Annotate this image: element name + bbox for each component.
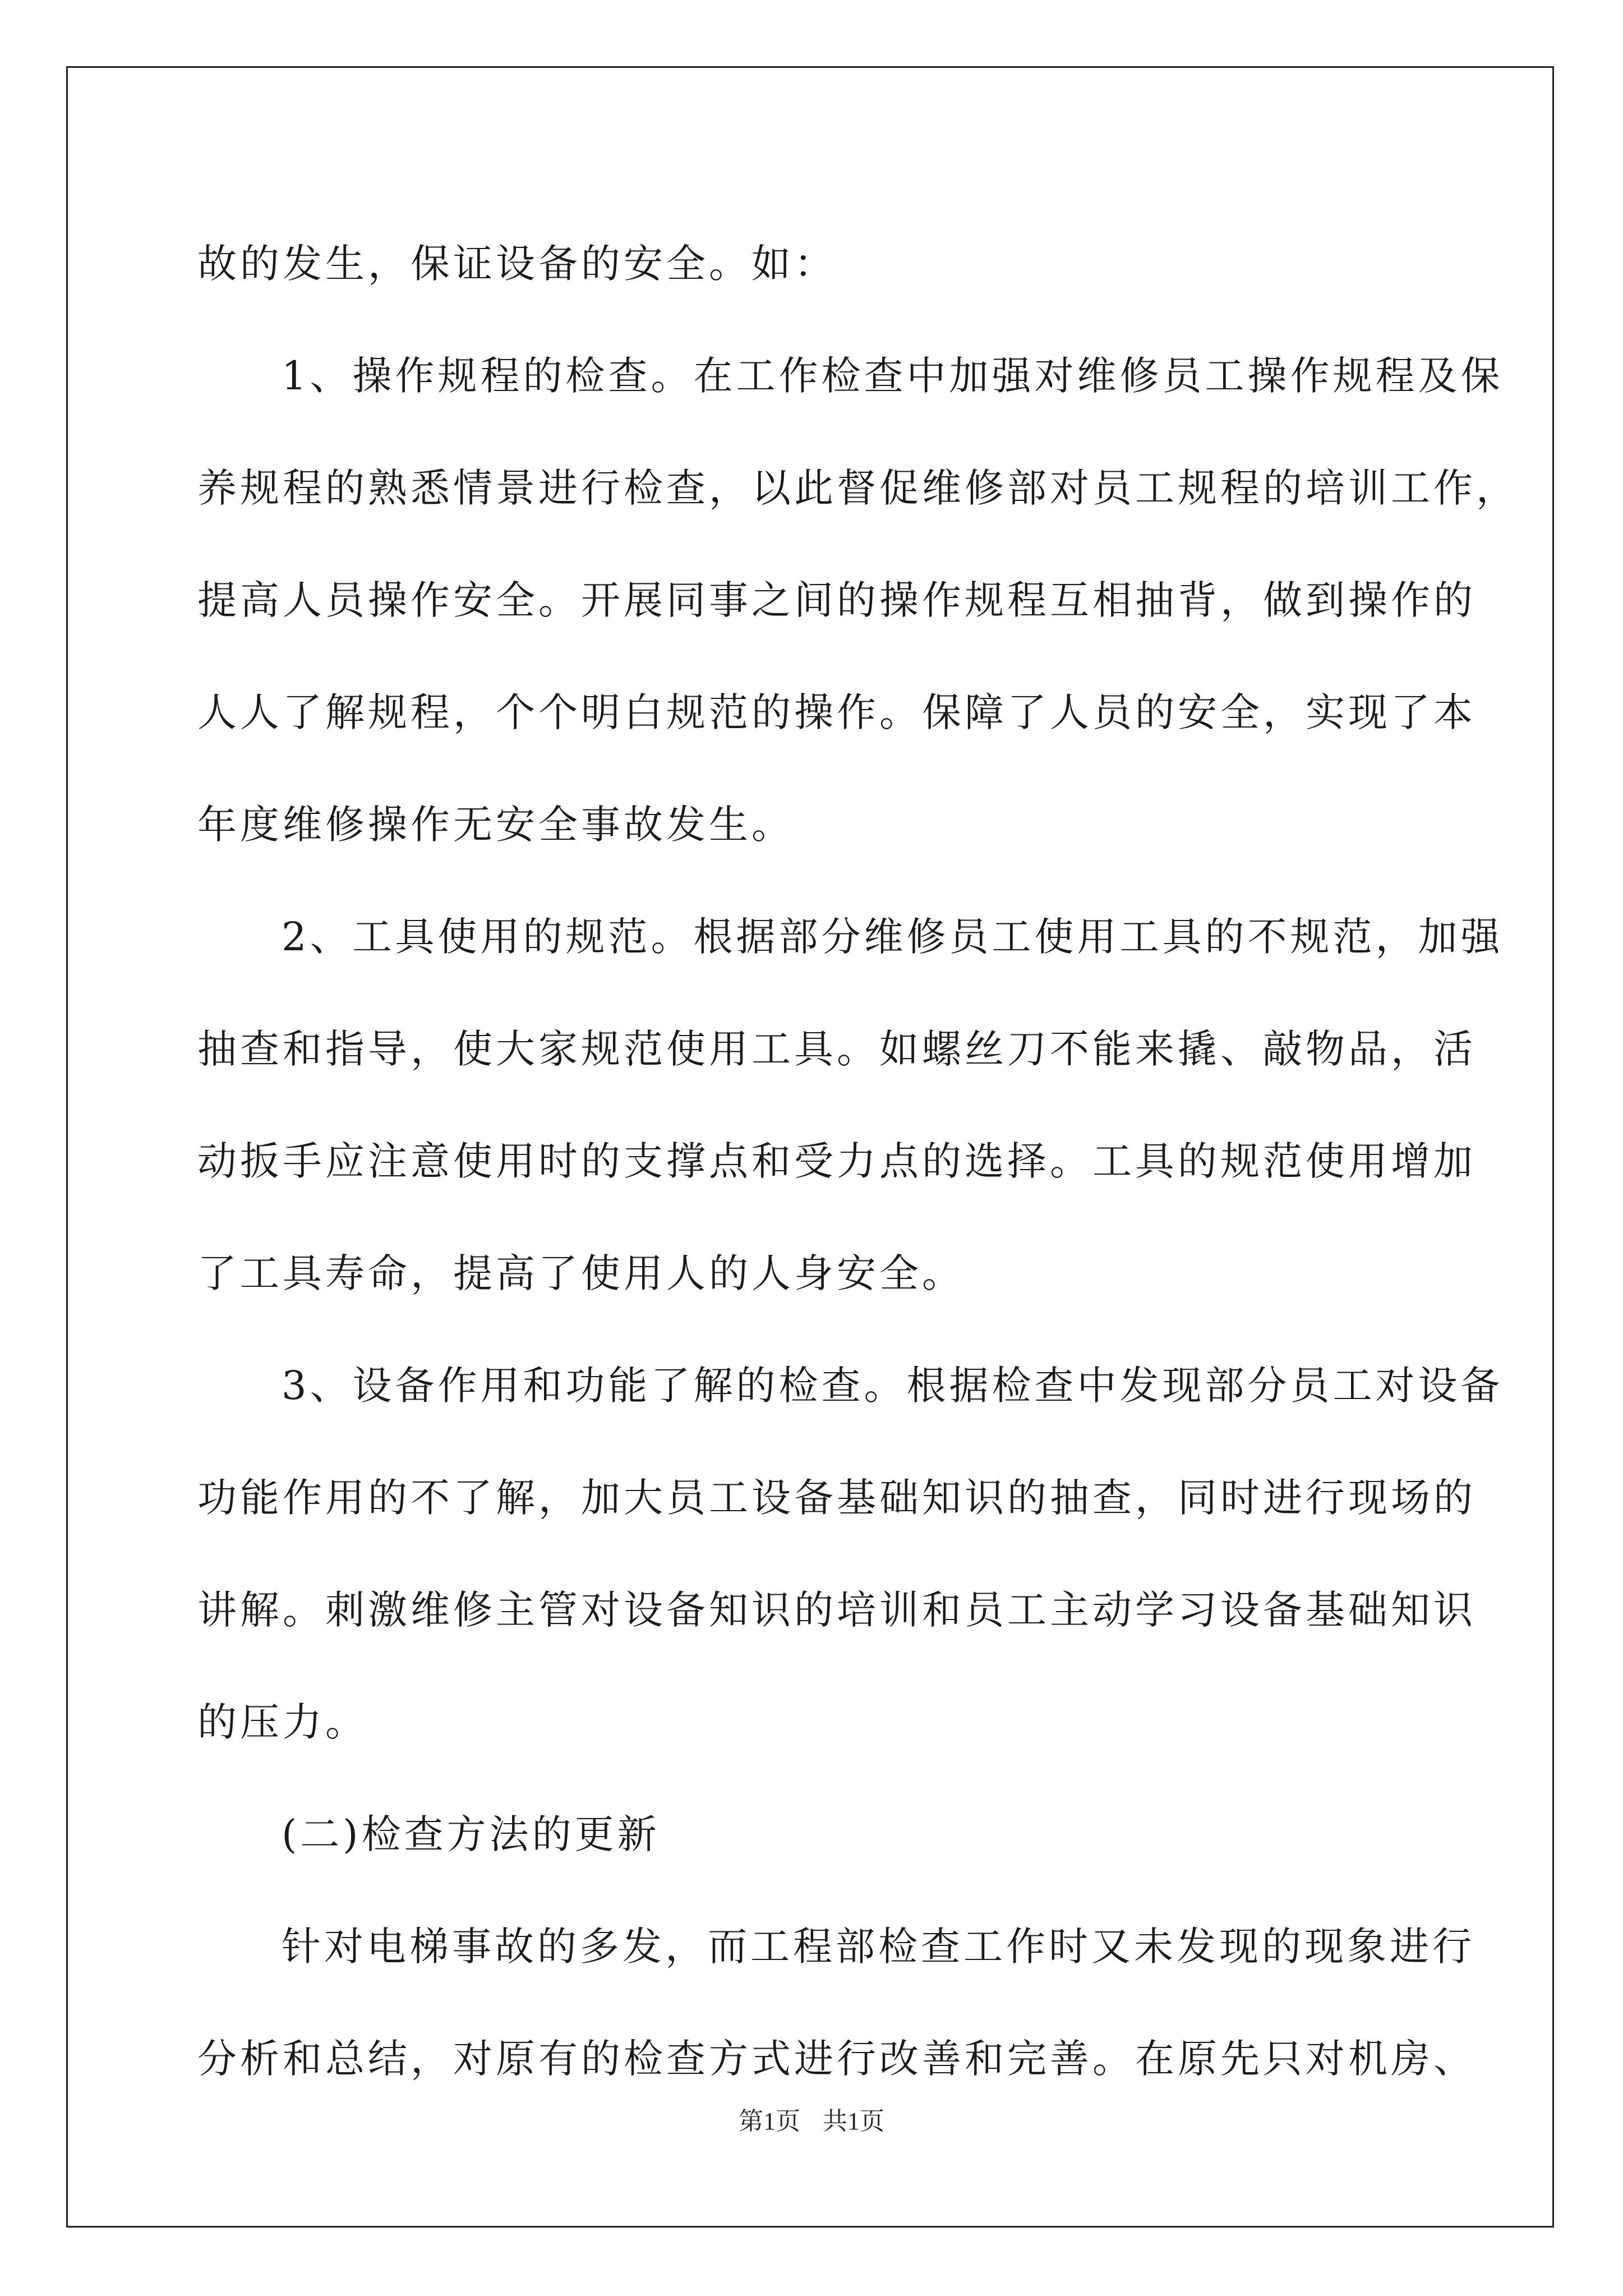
text-line: 针对电梯事故的多发，而工程部检查工作时又未发现的现象进行 xyxy=(282,1924,1475,1970)
text-line: 提高人员操作安全。开展同事之间的操作规程互相抽背，做到操作的 xyxy=(197,577,1476,623)
text-line: 动扳手应注意使用时的支撑点和受力点的选择。工具的规范使用增加 xyxy=(197,1138,1476,1184)
text-line: 年度维修操作无安全事故发生。 xyxy=(197,802,794,848)
text-line: 讲解。刺激维修主管对设备知识的培训和员工主动学习设备基础知识 xyxy=(197,1587,1476,1633)
text-line: 养规程的熟悉情景进行检查，以此督促维修部对员工规程的培训工作， xyxy=(197,465,1519,511)
text-line: 分析和总结，对原有的检查方式进行改善和完善。在原先只对机房、 xyxy=(197,2036,1476,2082)
text-line: 的压力。 xyxy=(197,1699,368,1745)
text-line: 功能作用的不了解，加大员工设备基础知识的抽查，同时进行现场的 xyxy=(197,1475,1476,1521)
text-line: 人人了解规程，个个明白规范的操作。保障了人员的安全，实现了本 xyxy=(197,689,1476,735)
page-total: 共1页 xyxy=(823,2108,884,2135)
page-number: 第1页 xyxy=(739,2108,800,2135)
text-line: 抽查和指导，使大家规范使用工具。如螺丝刀不能来撬、敲物品，活 xyxy=(197,1026,1476,1072)
text-line: 了工具寿命，提高了使用人的人身安全。 xyxy=(197,1250,965,1296)
text-line: 1、操作规程的检查。在工作检查中加强对维修员工操作规程及保 xyxy=(282,353,1504,399)
section-heading: (二)检查方法的更新 xyxy=(282,1811,660,1857)
page-footer xyxy=(0,2101,1623,2137)
text-line: 3、设备作用和功能了解的检查。根据检查中发现部分员工对设备 xyxy=(282,1363,1504,1409)
text-line: 2、工具使用的规范。根据部分维修员工使用工具的不规范，加强 xyxy=(282,914,1504,960)
text-line: 故的发生，保证设备的安全。如： xyxy=(197,241,837,287)
